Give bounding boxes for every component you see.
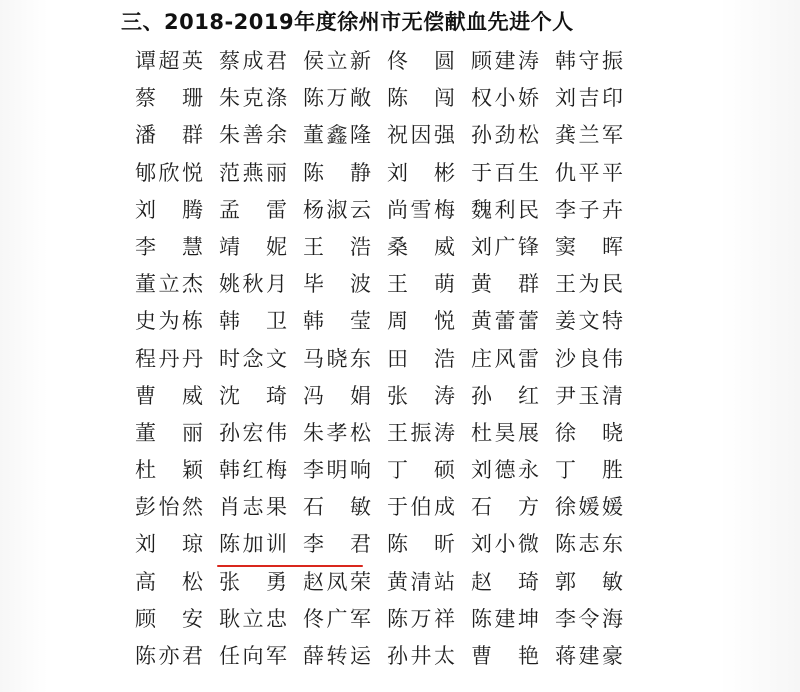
name-cell: 侯立新 [303,49,371,73]
name-cell: 窦 晖 [555,234,623,259]
name-cell: 赵凤荣 [303,569,371,594]
name-cell: 权小娇 [471,86,539,111]
name-cell: 耿立忠 [219,606,287,631]
name-cell: 蔡成君 [219,49,287,73]
name-cell: 佟 圆 [387,49,455,73]
name-cell: 董立杰 [135,272,203,297]
name-cell: 沙良伟 [555,346,623,371]
name-cell: 黄清站 [387,569,455,594]
name-cell: 李 慧 [135,234,203,259]
name-cell: 潘 群 [135,123,203,148]
name-cell: 刘广锋 [471,234,539,259]
name-cell: 王振涛 [387,420,455,445]
name-cell: 孙 红 [471,383,539,408]
name-cell: 薛转运 [303,644,371,668]
name-cell: 刘德永 [471,458,539,483]
name-cell: 朱克涤 [219,86,287,111]
name-cell: 董 丽 [135,420,203,445]
name-cell: 徐媛媛 [555,495,623,520]
name-cell: 庄风雷 [471,346,539,371]
name-cell: 王 萌 [387,272,455,297]
name-cell: 冯 娟 [303,383,371,408]
name-cell: 谭超英 [135,49,203,73]
name-cell: 李令海 [555,606,623,631]
name-cell: 陈万祥 [387,606,455,631]
name-cell: 王 浩 [303,234,371,259]
name-cell: 孙劲松 [471,123,539,148]
name-cell: 李明响 [303,458,371,483]
name-cell: 杜昊展 [471,420,539,445]
name-cell: 周 悦 [387,309,455,334]
name-cell: 蔡 珊 [135,86,203,111]
name-cell: 沈 琦 [219,383,287,408]
name-cell: 桑 威 [387,234,455,259]
red-underline [217,565,363,567]
name-cell: 陈亦君 [135,644,203,668]
name-cell: 陈志东 [555,532,623,557]
section-heading: 三、2018-2019年度徐州市无偿献血先进个人 [121,10,574,34]
name-cell: 韩红梅 [219,458,287,483]
name-cell: 石 方 [471,495,539,520]
name-cell: 韩 莹 [303,309,371,334]
name-cell: 郇欣悦 [135,160,203,185]
name-cell: 陈万敞 [303,86,371,111]
name-cell: 肖志果 [219,495,287,520]
name-cell: 孟 雷 [219,197,287,222]
name-cell: 陈 闯 [387,86,455,111]
name-cell: 于百生 [471,160,539,185]
name-cell: 丁 硕 [387,458,455,483]
name-cell: 孙宏伟 [219,420,287,445]
name-cell: 刘吉印 [555,86,623,111]
name-cell: 李子卉 [555,197,623,222]
name-cell: 高 松 [135,569,203,594]
name-cell: 尹玉清 [555,383,623,408]
name-cell: 蒋建豪 [555,644,623,668]
name-cell: 佟广军 [303,606,371,631]
name-cell: 任向军 [219,644,287,668]
name-cell: 徐 晓 [555,420,623,445]
name-cell: 黄 群 [471,272,539,297]
name-cell: 刘 琼 [135,532,203,557]
name-cell: 董鑫隆 [303,123,371,148]
name-cell: 龚兰军 [555,123,623,148]
name-cell: 程丹丹 [135,346,203,371]
name-cell: 魏利民 [471,197,539,222]
name-cell: 杨淑云 [303,197,371,222]
name-cell: 石 敏 [303,495,371,520]
name-cell: 陈 昕 [387,532,455,557]
name-cell: 陈 静 [303,160,371,185]
name-cell: 毕 波 [303,272,371,297]
name-cell: 姚秋月 [219,272,287,297]
name-cell: 朱善余 [219,123,287,148]
name-cell: 曹 威 [135,383,203,408]
name-cell: 刘小微 [471,532,539,557]
name-cell: 曹 艳 [471,644,539,668]
name-cell: 赵 琦 [471,569,539,594]
name-cell: 仇平平 [555,160,623,185]
name-cell: 姜文特 [555,309,623,334]
name-cell: 朱孝松 [303,420,371,445]
name-cell: 尚雪梅 [387,197,455,222]
name-cell: 时念文 [219,346,287,371]
name-cell: 韩守振 [555,49,623,73]
name-cell: 彭怡然 [135,495,203,520]
name-cell: 王为民 [555,272,623,297]
name-cell: 刘 腾 [135,197,203,222]
name-cell: 马晓东 [303,346,371,371]
name-cell: 孙井太 [387,644,455,668]
name-cell: 范燕丽 [219,160,287,185]
name-cell: 刘 彬 [387,160,455,185]
name-cell: 李 君 [303,532,371,557]
name-cell: 郭 敏 [555,569,623,594]
name-cell: 靖 妮 [219,234,287,259]
name-cell: 史为栋 [135,309,203,334]
name-cell: 祝因强 [387,123,455,148]
name-cell: 顾建涛 [471,49,539,73]
name-cell: 田 浩 [387,346,455,371]
name-cell: 于伯成 [387,495,455,520]
name-cell: 陈建坤 [471,606,539,631]
name-cell: 张 涛 [387,383,455,408]
name-cell: 丁 胜 [555,458,623,483]
name-cell: 黄蕾蕾 [471,309,539,334]
name-cell: 韩 卫 [219,309,287,334]
name-list [125,43,629,675]
name-cell: 顾 安 [135,606,203,631]
name-cell: 张 勇 [219,569,287,594]
name-cell: 陈加训 [219,532,287,557]
name-cell: 杜 颖 [135,458,203,483]
